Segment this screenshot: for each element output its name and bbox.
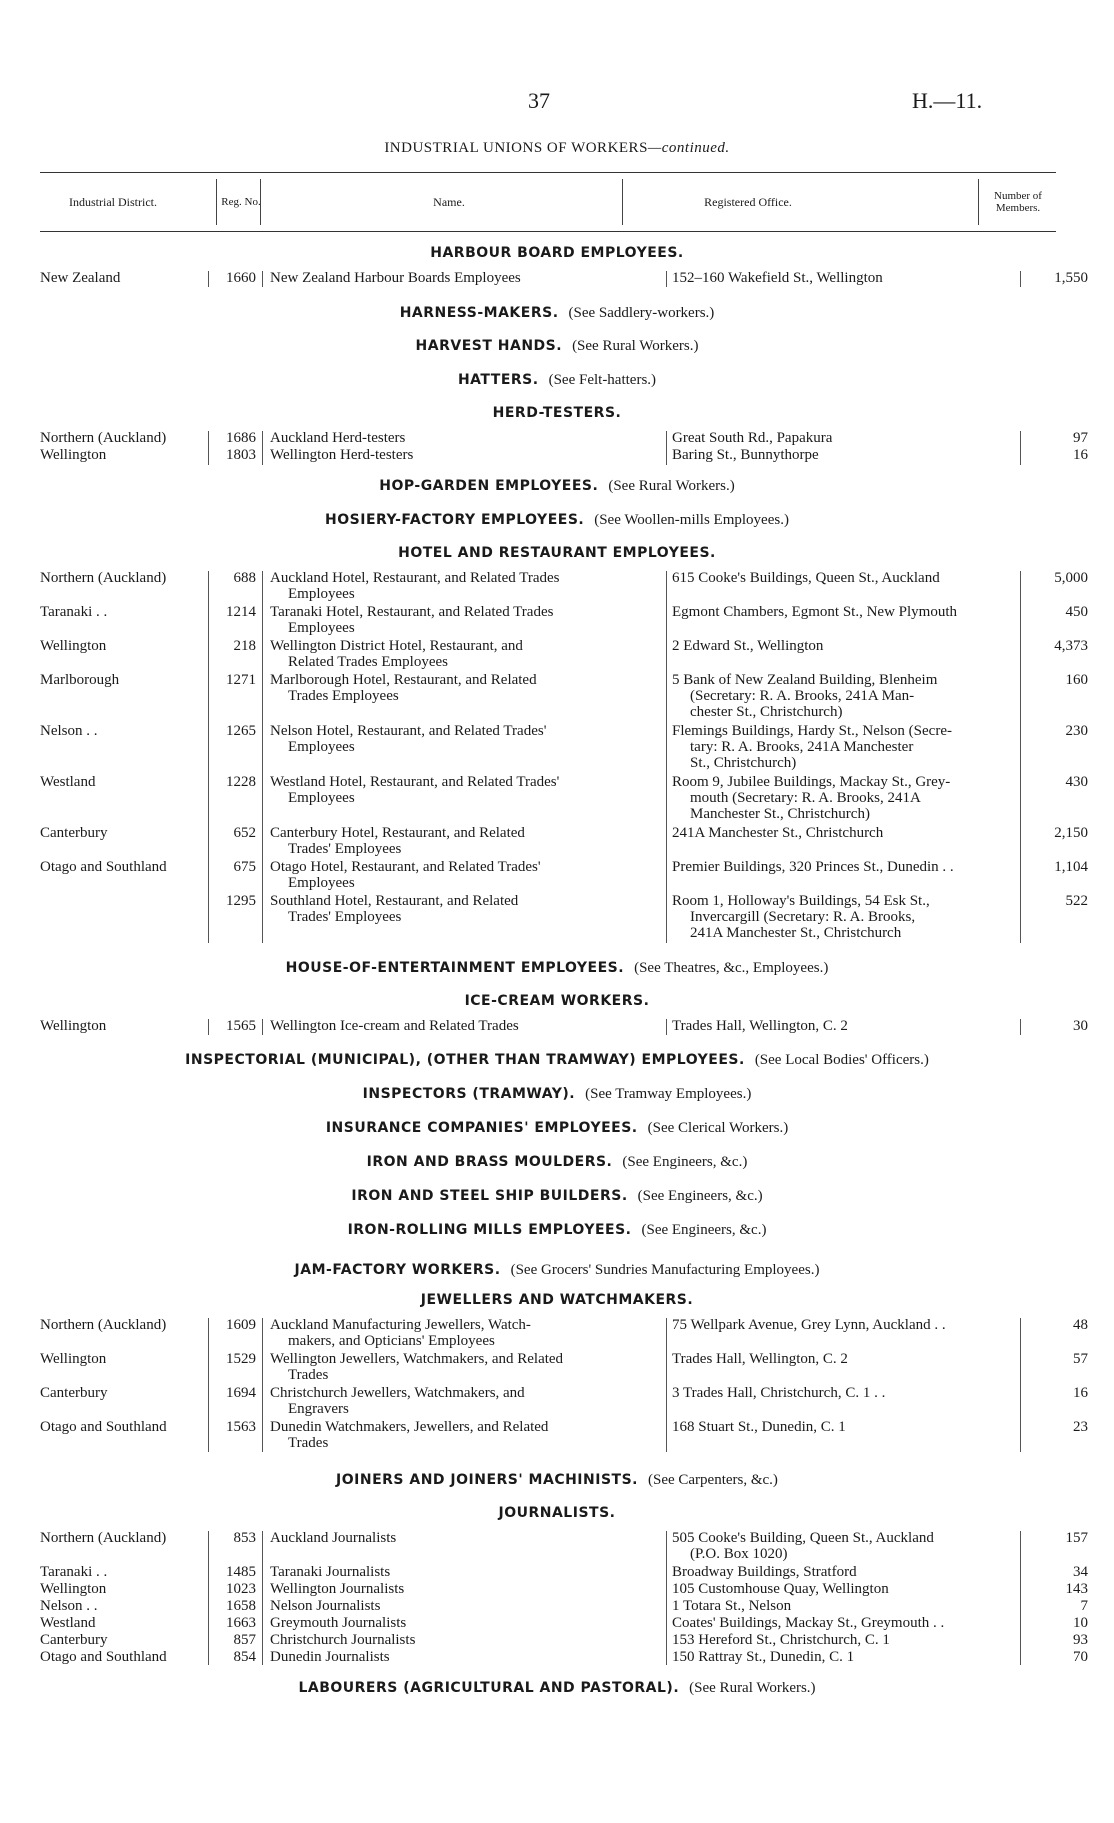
cell-reg: 1214 xyxy=(226,604,256,620)
cell-district: Otago and Southland xyxy=(40,859,167,875)
cross-reference: (See Local Bodies' Officers.) xyxy=(754,1052,929,1068)
cross-reference: (See Engineers, &c.) xyxy=(637,1188,763,1204)
table-row xyxy=(40,1581,1088,1598)
heading-text: IRON-ROLLING MILLS EMPLOYEES. xyxy=(347,1222,632,1238)
heading-text: HOUSE-OF-ENTERTAINMENT EMPLOYEES. xyxy=(285,960,625,976)
office-line: St., Christchurch) xyxy=(690,755,797,771)
cell-office: 168 Stuart St., Dunedin, C. 1 xyxy=(672,1419,846,1435)
name-line: Employees xyxy=(288,586,355,602)
cross-reference: (See Felt-hatters.) xyxy=(548,372,657,388)
cross-reference: (See Clerical Workers.) xyxy=(647,1120,789,1136)
cell-office: Broadway Buildings, Stratford xyxy=(672,1564,857,1580)
section-heading xyxy=(0,960,1114,977)
name-line: Trades xyxy=(288,1367,329,1383)
cell-members: 143 xyxy=(1065,1581,1088,1597)
cell-office xyxy=(672,774,1022,822)
header-members: Number of Members. xyxy=(994,190,1042,214)
cell-reg: 652 xyxy=(233,825,256,841)
cell-name xyxy=(270,1351,660,1383)
cell-members: 450 xyxy=(1065,604,1088,620)
cell-name xyxy=(270,825,660,857)
table-row xyxy=(40,1317,1088,1351)
cell-name: Wellington Herd-testers xyxy=(270,447,414,463)
column-rule xyxy=(262,1019,263,1035)
column-rule xyxy=(208,1318,209,1452)
cell-district: Wellington xyxy=(40,1581,107,1597)
heading-text: HOTEL AND RESTAURANT EMPLOYEES. xyxy=(398,545,716,561)
heading-text: HATTERS. xyxy=(457,372,539,388)
cell-district: Wellington xyxy=(40,1018,107,1034)
cell-members: 430 xyxy=(1065,774,1088,790)
cell-name: Greymouth Journalists xyxy=(270,1615,407,1631)
section-heading xyxy=(0,478,1114,495)
cell-reg: 1265 xyxy=(226,723,256,739)
cell-name: Auckland Journalists xyxy=(270,1530,397,1546)
cell-district: Otago and Southland xyxy=(40,1419,167,1435)
column-rule xyxy=(666,571,667,943)
table-herd xyxy=(40,430,1088,466)
table-row xyxy=(40,1649,1088,1666)
office-line: Room 9, Jubilee Buildings, Mackay St., Grey- xyxy=(672,774,951,790)
cell-reg: 853 xyxy=(233,1530,256,1546)
cell-name xyxy=(270,604,660,636)
table-row xyxy=(40,430,1088,447)
heading-text: JAM-FACTORY WORKERS. xyxy=(294,1262,501,1278)
section-heading xyxy=(0,1292,1114,1309)
cell-office xyxy=(672,893,1022,941)
header-office: Registered Office. xyxy=(704,195,792,209)
cell-reg: 218 xyxy=(233,638,256,654)
name-line: Employees xyxy=(288,790,355,806)
name-line: Westland Hotel, Restaurant, and Related Trades' xyxy=(270,774,560,790)
table-row xyxy=(40,604,1088,638)
cell-district: Nelson . . xyxy=(40,723,98,739)
table-row xyxy=(40,774,1088,825)
cross-reference: (See Rural Workers.) xyxy=(689,1680,816,1696)
cell-reg: 1694 xyxy=(226,1385,256,1401)
office-line: Manchester St., Christchurch) xyxy=(690,806,870,822)
cell-office: Trades Hall, Wellington, C. 2 xyxy=(672,1351,848,1367)
cross-reference: (See Rural Workers.) xyxy=(608,478,735,494)
cell-office: Egmont Chambers, Egmont St., New Plymouth xyxy=(672,604,957,620)
column-rule xyxy=(666,271,667,287)
column-rule xyxy=(208,1019,209,1035)
name-line: makers, and Opticians' Employees xyxy=(288,1333,495,1349)
table-row xyxy=(40,1615,1088,1632)
office-line: Invercargill (Secretary: R. A. Brooks, xyxy=(690,909,916,925)
cross-reference: (See Carpenters, &c.) xyxy=(647,1472,778,1488)
cell-name: Auckland Herd-testers xyxy=(270,430,406,446)
office-line: 241A Manchester St., Christchurch xyxy=(690,925,902,941)
heading-text: INSPECTORS (TRAMWAY). xyxy=(362,1086,576,1102)
cell-name: Wellington Journalists xyxy=(270,1581,405,1597)
cell-members: 160 xyxy=(1065,672,1088,688)
cell-reg: 1529 xyxy=(226,1351,256,1367)
cell-reg: 857 xyxy=(233,1632,256,1648)
cell-name: Christchurch Journalists xyxy=(270,1632,416,1648)
section-heading xyxy=(0,305,1114,322)
heading-text: LABOURERS (AGRICULTURAL AND PASTORAL). xyxy=(298,1680,680,1696)
cross-reference: (See Saddlery-workers.) xyxy=(568,305,715,321)
office-line: mouth (Secretary: R. A. Brooks, 241A xyxy=(690,790,921,806)
heading-text: HOP-GARDEN EMPLOYEES. xyxy=(379,478,599,494)
cell-office: 150 Rattray St., Dunedin, C. 1 xyxy=(672,1649,855,1665)
name-line: Trades Employees xyxy=(288,688,399,704)
cell-office: 75 Wellpark Avenue, Grey Lynn, Auckland . . xyxy=(672,1317,946,1333)
cell-district: Taranaki . . xyxy=(40,604,108,620)
section-heading xyxy=(0,512,1114,529)
cell-reg: 1485 xyxy=(226,1564,256,1580)
heading-text: HARVEST HANDS. xyxy=(415,338,563,354)
section-heading xyxy=(0,405,1114,422)
column-header xyxy=(40,172,1056,232)
cell-name: Nelson Journalists xyxy=(270,1598,381,1614)
column-rule xyxy=(208,271,209,287)
name-line: Marlborough Hotel, Restaurant, and Related xyxy=(270,672,537,688)
header-divider xyxy=(978,179,979,225)
column-rule xyxy=(1020,1019,1021,1035)
cell-office: 153 Hereford St., Christchurch, C. 1 xyxy=(672,1632,890,1648)
cell-office xyxy=(672,1530,1022,1562)
name-line: Employees xyxy=(288,875,355,891)
column-rule xyxy=(1020,571,1021,943)
header-divider xyxy=(216,179,217,225)
cell-reg: 1295 xyxy=(226,893,256,909)
cell-office: 152–160 Wakefield St., Wellington xyxy=(672,270,883,286)
section-heading xyxy=(0,1086,1114,1103)
header-district: Industrial District. xyxy=(69,195,157,209)
table-row xyxy=(40,570,1088,604)
cell-members: 522 xyxy=(1065,893,1088,909)
cell-office: 3 Trades Hall, Christchurch, C. 1 . . xyxy=(672,1385,886,1401)
page-title xyxy=(0,140,1114,157)
cross-reference: (See Engineers, &c.) xyxy=(622,1154,748,1170)
cell-district: Otago and Southland xyxy=(40,1649,167,1665)
name-line: Employees xyxy=(288,739,355,755)
column-rule xyxy=(1020,1318,1021,1452)
cell-office: 615 Cooke's Buildings, Queen St., Auckland xyxy=(672,570,940,586)
cell-members: 7 xyxy=(1080,1598,1088,1614)
cell-reg: 1023 xyxy=(226,1581,256,1597)
column-rule xyxy=(666,431,667,465)
column-rule xyxy=(666,1531,667,1665)
cell-members: 157 xyxy=(1065,1530,1088,1546)
name-line: Wellington District Hotel, Restaurant, and xyxy=(270,638,523,654)
section-heading xyxy=(0,1505,1114,1522)
cell-reg: 1658 xyxy=(226,1598,256,1614)
heading-text: IRON AND STEEL SHIP BUILDERS. xyxy=(351,1188,628,1204)
cell-members: 2,150 xyxy=(1054,825,1088,841)
name-line: Otago Hotel, Restaurant, and Related Trades' xyxy=(270,859,541,875)
cell-name xyxy=(270,672,660,704)
name-line: Dunedin Watchmakers, Jewellers, and Related xyxy=(270,1419,549,1435)
cell-name: New Zealand Harbour Boards Employees xyxy=(270,270,521,286)
cell-name xyxy=(270,859,660,891)
table-row xyxy=(40,1564,1088,1581)
section-heading xyxy=(0,1472,1114,1489)
table-jewellers xyxy=(40,1317,1088,1453)
cell-name xyxy=(270,723,660,755)
table-row xyxy=(40,1632,1088,1649)
section-heading xyxy=(0,1188,1114,1205)
cell-members: 97 xyxy=(1073,430,1088,446)
cell-members: 34 xyxy=(1073,1564,1088,1580)
cell-reg: 1228 xyxy=(226,774,256,790)
cell-office xyxy=(672,723,1022,771)
heading-text: HERD-TESTERS. xyxy=(492,405,622,421)
cross-reference: (See Engineers, &c.) xyxy=(641,1222,767,1238)
cell-members: 23 xyxy=(1073,1419,1088,1435)
heading-text: HARNESS-MAKERS. xyxy=(399,305,559,321)
section-heading xyxy=(0,338,1114,355)
office-line: 505 Cooke's Building, Queen St., Auckland xyxy=(672,1530,934,1546)
section-heading xyxy=(0,545,1114,562)
cell-members: 30 xyxy=(1073,1018,1088,1034)
office-line: tary: R. A. Brooks, 241A Manchester xyxy=(690,739,914,755)
table-row xyxy=(40,1419,1088,1453)
section-heading xyxy=(0,1052,1114,1069)
heading-text: ICE-CREAM WORKERS. xyxy=(464,993,650,1009)
table-row xyxy=(40,1351,1088,1385)
cell-office: 1 Totara St., Nelson xyxy=(672,1598,792,1614)
cell-members: 4,373 xyxy=(1054,638,1088,654)
name-line: Engravers xyxy=(288,1401,349,1417)
title-continued: —continued. xyxy=(647,140,730,156)
cell-district: Northern (Auckland) xyxy=(40,1317,167,1333)
cell-reg: 1563 xyxy=(226,1419,256,1435)
column-rule xyxy=(208,571,209,943)
cell-reg: 675 xyxy=(233,859,256,875)
heading-text: IRON AND BRASS MOULDERS. xyxy=(366,1154,613,1170)
cell-reg: 1663 xyxy=(226,1615,256,1631)
table-hotel xyxy=(40,570,1088,944)
column-rule xyxy=(262,1531,263,1665)
cell-district: Taranaki . . xyxy=(40,1564,108,1580)
table-icecream xyxy=(40,1018,1088,1036)
name-line: Employees xyxy=(288,620,355,636)
cell-district: Nelson . . xyxy=(40,1598,98,1614)
heading-text: JEWELLERS AND WATCHMAKERS. xyxy=(420,1292,694,1308)
cell-reg: 1803 xyxy=(226,447,256,463)
office-line: (P.O. Box 1020) xyxy=(690,1546,788,1562)
cell-members: 230 xyxy=(1065,723,1088,739)
table-row xyxy=(40,723,1088,774)
cell-name xyxy=(270,1419,660,1451)
name-line: Trades' Employees xyxy=(288,909,402,925)
page-number: 37 xyxy=(528,88,550,113)
section-heading xyxy=(0,245,1114,262)
column-rule xyxy=(262,431,263,465)
cell-name: Dunedin Journalists xyxy=(270,1649,390,1665)
column-rule xyxy=(1020,271,1021,287)
heading-text: JOINERS AND JOINERS' MACHINISTS. xyxy=(336,1472,638,1488)
cell-reg: 1609 xyxy=(226,1317,256,1333)
table-row xyxy=(40,672,1088,723)
cell-office: Premier Buildings, 320 Princes St., Dunedin . . xyxy=(672,859,954,875)
table-row xyxy=(40,1598,1088,1615)
cross-reference: (See Grocers' Sundries Manufacturing Employees.) xyxy=(510,1262,820,1278)
cell-name xyxy=(270,774,660,806)
cell-members: 16 xyxy=(1073,1385,1088,1401)
cross-reference: (See Tramway Employees.) xyxy=(585,1086,752,1102)
cell-members: 48 xyxy=(1073,1317,1088,1333)
table-row xyxy=(40,1018,1088,1036)
column-rule xyxy=(1020,1531,1021,1665)
section-heading xyxy=(0,1222,1114,1239)
cell-members: 93 xyxy=(1073,1632,1088,1648)
document-reference: H.—11. xyxy=(912,88,983,113)
name-line: Auckland Manufacturing Jewellers, Watch- xyxy=(270,1317,531,1333)
column-rule xyxy=(1020,431,1021,465)
table-harbour xyxy=(40,270,1088,288)
office-line: (Secretary: R. A. Brooks, 241A Man- xyxy=(690,688,915,704)
cell-office: 2 Edward St., Wellington xyxy=(672,638,824,654)
heading-text: INSURANCE COMPANIES' EMPLOYEES. xyxy=(325,1120,638,1136)
office-line: chester St., Christchurch) xyxy=(690,704,843,720)
cell-name: Wellington Ice-cream and Related Trades xyxy=(270,1018,519,1034)
cell-district: Marlborough xyxy=(40,672,120,688)
cell-reg: 1660 xyxy=(226,270,256,286)
cell-reg: 1271 xyxy=(226,672,256,688)
cell-members: 16 xyxy=(1073,447,1088,463)
title-text: INDUSTRIAL UNIONS OF WORKERS xyxy=(384,140,648,156)
office-line: 5 Bank of New Zealand Building, Blenheim xyxy=(672,672,938,688)
cell-reg: 1686 xyxy=(226,430,256,446)
name-line: Taranaki Hotel, Restaurant, and Related Trades xyxy=(270,604,554,620)
cell-name xyxy=(270,1385,660,1417)
header-divider xyxy=(260,179,261,225)
cell-district: Northern (Auckland) xyxy=(40,570,167,586)
cell-name xyxy=(270,893,660,925)
cell-members: 70 xyxy=(1073,1649,1088,1665)
column-rule xyxy=(262,271,263,287)
table-row xyxy=(40,893,1088,944)
cell-reg: 688 xyxy=(233,570,256,586)
column-rule xyxy=(262,1318,263,1452)
office-line: Flemings Buildings, Hardy St., Nelson (Secre- xyxy=(672,723,952,739)
cell-district: Northern (Auckland) xyxy=(40,1530,167,1546)
section-heading xyxy=(0,1120,1114,1137)
cell-members: 1,104 xyxy=(1054,859,1088,875)
cell-reg: 1565 xyxy=(226,1018,256,1034)
cell-district: Wellington xyxy=(40,1351,107,1367)
cell-district: Westland xyxy=(40,774,96,790)
cell-district: Canterbury xyxy=(40,825,108,841)
cell-district: Westland xyxy=(40,1615,96,1631)
header-divider xyxy=(622,179,623,225)
name-line: Canterbury Hotel, Restaurant, and Related xyxy=(270,825,525,841)
name-line: Nelson Hotel, Restaurant, and Related Trades' xyxy=(270,723,547,739)
cell-district: Northern (Auckland) xyxy=(40,430,167,446)
cell-district: Wellington xyxy=(40,447,107,463)
section-heading xyxy=(0,1154,1114,1171)
column-rule xyxy=(208,431,209,465)
cell-district: Canterbury xyxy=(40,1632,108,1648)
name-line: Trades xyxy=(288,1435,329,1451)
cell-members: 5,000 xyxy=(1054,570,1088,586)
cell-office: Baring St., Bunnythorpe xyxy=(672,447,819,463)
cell-name xyxy=(270,570,660,602)
name-line: Christchurch Jewellers, Watchmakers, and xyxy=(270,1385,525,1401)
name-line: Wellington Jewellers, Watchmakers, and Related xyxy=(270,1351,564,1367)
name-line: Southland Hotel, Restaurant, and Related xyxy=(270,893,519,909)
cell-district: New Zealand xyxy=(40,270,121,286)
name-line: Auckland Hotel, Restaurant, and Related Trades xyxy=(270,570,560,586)
table-row xyxy=(40,825,1088,859)
cell-office: 105 Customhouse Quay, Wellington xyxy=(672,1581,889,1597)
cell-name xyxy=(270,1317,660,1349)
cross-reference: (See Rural Workers.) xyxy=(572,338,699,354)
cell-name xyxy=(270,638,660,670)
cell-members: 1,550 xyxy=(1054,270,1088,286)
cell-members: 57 xyxy=(1073,1351,1088,1367)
section-heading xyxy=(0,1262,1114,1279)
section-heading xyxy=(0,372,1114,389)
cell-office: Great South Rd., Papakura xyxy=(672,430,833,446)
column-rule xyxy=(666,1318,667,1452)
cell-name: Taranaki Journalists xyxy=(270,1564,391,1580)
section-heading xyxy=(0,1680,1114,1697)
cell-district: Canterbury xyxy=(40,1385,108,1401)
cross-reference: (See Theatres, &c., Employees.) xyxy=(634,960,829,976)
cell-reg: 854 xyxy=(233,1649,256,1665)
name-line: Trades' Employees xyxy=(288,841,402,857)
section-heading xyxy=(0,993,1114,1010)
cross-reference: (See Woollen-mills Employees.) xyxy=(594,512,789,528)
table-row xyxy=(40,270,1088,288)
header-reg: Reg. No. xyxy=(221,196,261,208)
header-name: Name. xyxy=(433,195,465,209)
table-row xyxy=(40,638,1088,672)
table-row xyxy=(40,447,1088,464)
table-row xyxy=(40,859,1088,893)
heading-text: HOSIERY-FACTORY EMPLOYEES. xyxy=(325,512,585,528)
column-rule xyxy=(666,1019,667,1035)
cell-members: 10 xyxy=(1073,1615,1088,1631)
cell-office: 241A Manchester St., Christchurch xyxy=(672,825,884,841)
table-journalists xyxy=(40,1530,1088,1666)
heading-text: HARBOUR BOARD EMPLOYEES. xyxy=(430,245,684,261)
column-rule xyxy=(208,1531,209,1665)
column-rule xyxy=(262,571,263,943)
office-line: Room 1, Holloway's Buildings, 54 Esk St., xyxy=(672,893,930,909)
table-row xyxy=(40,1385,1088,1419)
heading-text: INSPECTORIAL (MUNICIPAL), (OTHER THAN TRAMWAY) EMPLOYEES. xyxy=(185,1052,745,1068)
cell-office: Trades Hall, Wellington, C. 2 xyxy=(672,1018,848,1034)
cell-office xyxy=(672,672,1022,720)
cell-office: Coates' Buildings, Mackay St., Greymouth . . xyxy=(672,1615,945,1631)
table-row xyxy=(40,1530,1088,1564)
heading-text: JOURNALISTS. xyxy=(498,1505,616,1521)
name-line: Related Trades Employees xyxy=(288,654,448,670)
cell-district: Wellington xyxy=(40,638,107,654)
